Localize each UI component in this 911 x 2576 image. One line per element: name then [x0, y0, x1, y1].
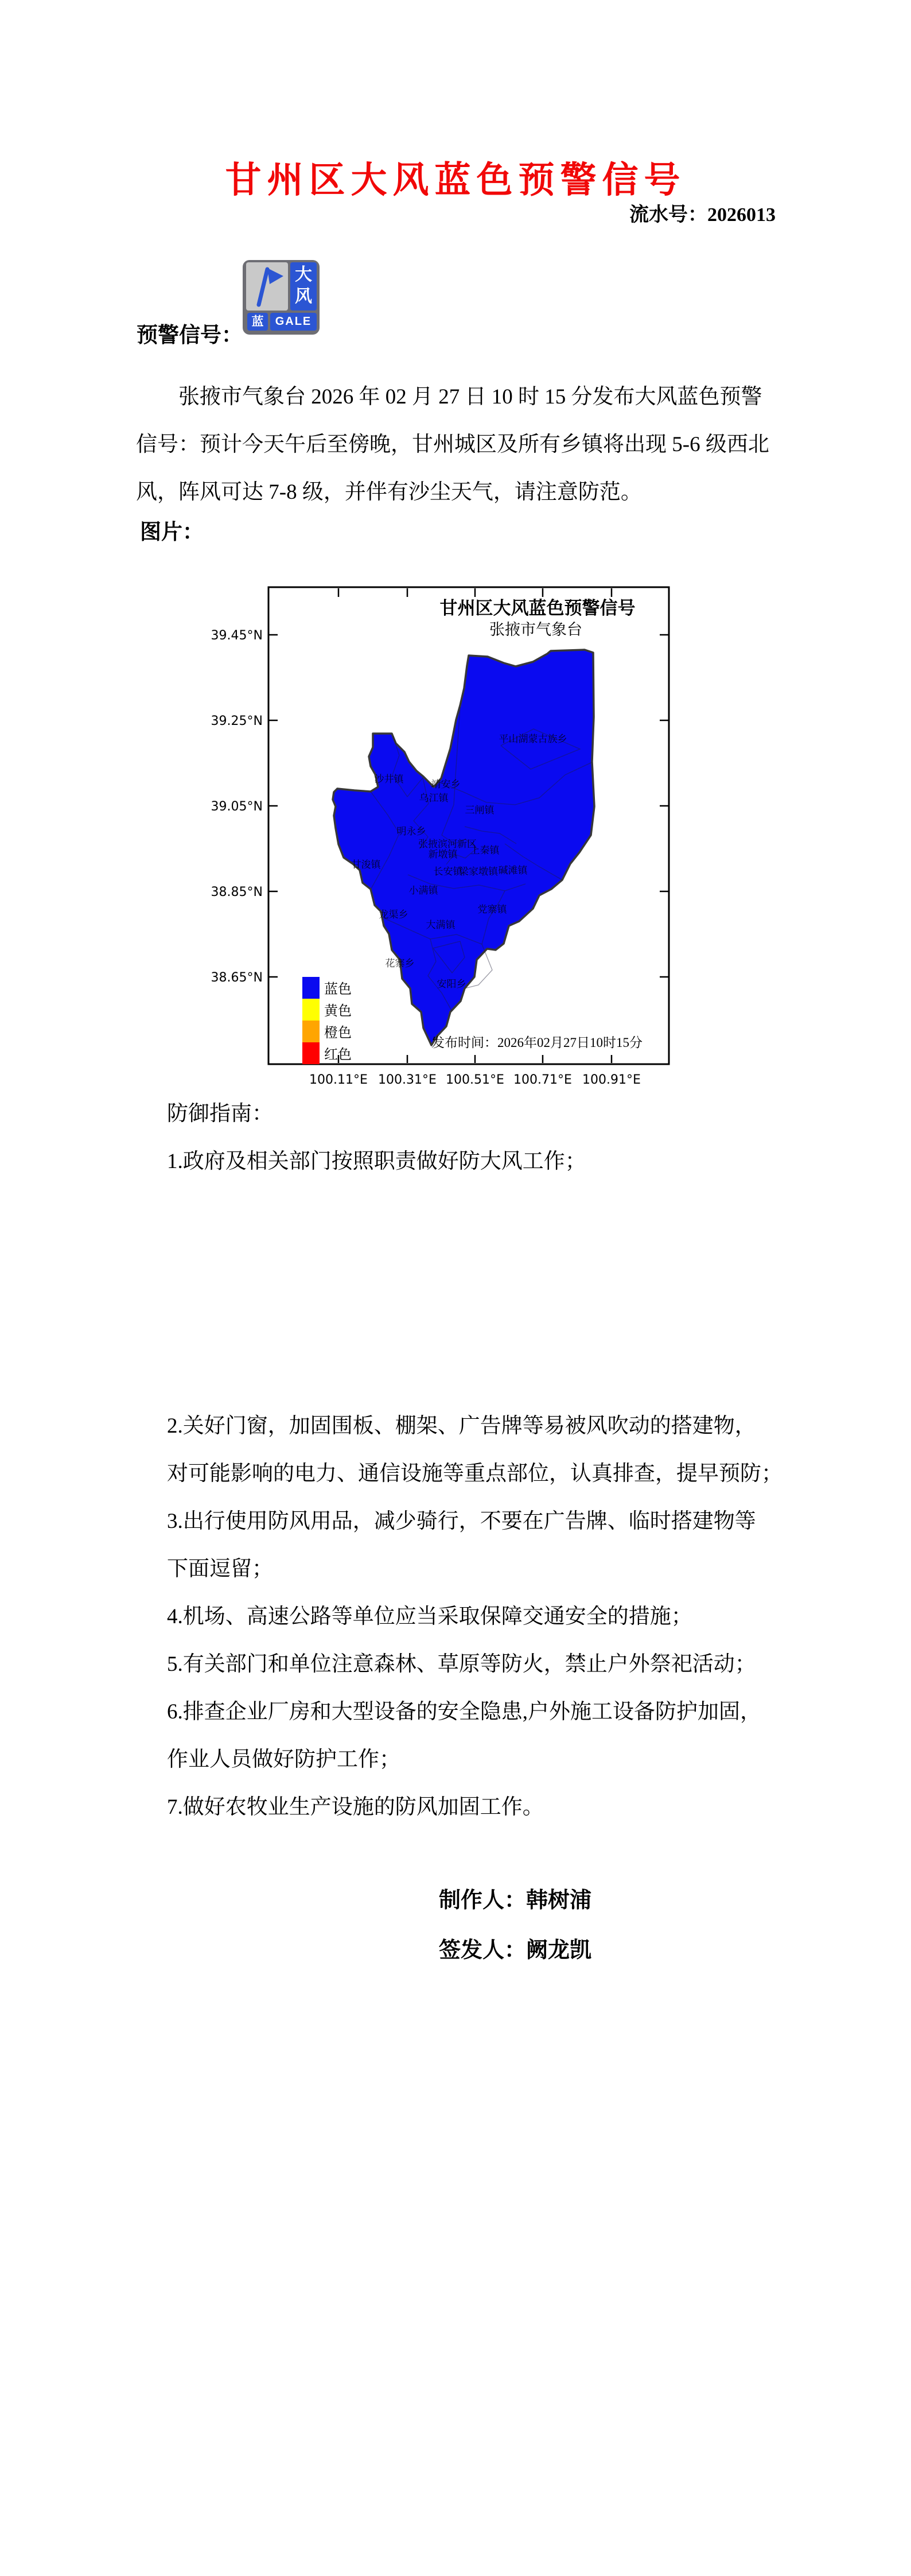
map-legend: [302, 977, 352, 1064]
township-label: 明永乡: [396, 826, 426, 837]
y-tick-label: 39.25°N: [211, 714, 263, 728]
township-label: 乌江镇: [419, 793, 449, 804]
warning-map-figure: [195, 574, 711, 1096]
guide-item-line: 作业人员做好防护工作；: [167, 1748, 400, 1771]
paragraph-line: 张掖市气象台 2026 年 02 月 27 日 10 时 15 分发布大风蓝色预警: [178, 385, 762, 409]
y-tick-label: 39.05°N: [211, 800, 263, 814]
township-label: 三闸镇: [465, 805, 495, 816]
guide-items: [167, 1402, 821, 1831]
wind-flag-icon: [246, 262, 288, 311]
guide-item-line: 5.有关部门和单位注意森林、草原等防火，禁止户外祭祀活动；: [167, 1652, 756, 1676]
township-label: 龙渠乡: [379, 909, 408, 920]
icon-en-text: GALE: [270, 313, 317, 331]
icon-type-char-bottom: 风: [295, 287, 312, 306]
map-title: 甘州区大风蓝色预警信号: [439, 598, 636, 618]
y-tick-label: 39.45°N: [211, 629, 263, 643]
warning-paragraph: [136, 373, 801, 516]
township-label: 上秦镇: [470, 845, 500, 856]
township-label: 沙井镇: [374, 774, 404, 785]
township-label: 梁家墩镇: [459, 866, 498, 877]
legend-label: 橙色: [324, 1026, 352, 1041]
township-label: 小满镇: [408, 885, 438, 896]
y-tick-label: 38.85°N: [211, 885, 263, 899]
image-section-label: 图片：: [140, 521, 204, 544]
x-tick-label: 100.11°E: [309, 1073, 368, 1087]
gale-blue-warning-icon: [243, 260, 320, 335]
icon-type-text: [290, 262, 317, 311]
guide-item-1: 1.政府及相关部门按照职责做好防大风工作；: [167, 1150, 586, 1173]
x-tick-label: 100.91°E: [582, 1073, 641, 1087]
page-title: 甘州区大风蓝色预警信号: [225, 160, 686, 200]
publish-time: 发布时间：2026年02月27日10时15分: [431, 1035, 643, 1050]
y-tick-label: 38.65°N: [211, 971, 263, 985]
township-label: 花寨乡: [385, 958, 415, 969]
legend-swatch: [302, 1042, 320, 1064]
x-tick-label: 100.51°E: [446, 1073, 504, 1087]
x-tick-label: 100.71°E: [513, 1073, 572, 1087]
serial-number: 流水号：2026013: [629, 204, 776, 226]
icon-type-char-top: 大: [295, 265, 312, 284]
district-map: [195, 574, 711, 1096]
guide-item-line: 4.机场、高速公路等单位应当采取保障交通安全的措施；: [167, 1605, 692, 1628]
guide-item-line: 下面逗留；: [167, 1557, 273, 1581]
guide-item-line: 3.出行使用防风用品，减少骑行，不要在广告牌、临时搭建物等: [167, 1510, 756, 1533]
signer-line: 签发人：阙龙凯: [439, 1938, 592, 1962]
guide-item-line: 2.关好门窗，加固围板、棚架、广告牌等易被风吹动的搭建物，: [167, 1414, 756, 1438]
township-label: 平山湖蒙古族乡: [499, 734, 567, 744]
legend-swatch: [302, 1021, 320, 1042]
township-label: 靖安乡: [431, 779, 461, 790]
signal-label: 预警信号：: [137, 324, 243, 347]
guide-item-line: 7.做好农牧业生产设施的防风加固工作。: [167, 1795, 544, 1819]
township-label: 长安镇: [433, 866, 463, 877]
township-label: 新墩镇: [428, 849, 458, 860]
legend-label: 蓝色: [324, 982, 352, 997]
x-tick-label: 100.31°E: [378, 1073, 437, 1087]
guide-heading: 防御指南：: [167, 1102, 273, 1126]
icon-level-text: 蓝: [247, 313, 268, 331]
map-subtitle: 张掖市气象台: [489, 621, 582, 638]
township-label: 大满镇: [426, 920, 456, 930]
township-label: 甘浚镇: [351, 859, 381, 870]
legend-swatch: [302, 999, 320, 1021]
guide-item-line: 对可能影响的电力、通信设施等重点部位，认真排查，提早预防；: [167, 1462, 782, 1485]
legend-label: 红色: [324, 1048, 352, 1062]
township-label: 碱滩镇: [498, 865, 528, 876]
paragraph-line: 信号：预计今天午后至傍晚，甘州城区及所有乡镇将出现 5-6 级西北: [136, 433, 769, 456]
paragraph-line: 风，阵风可达 7-8 级，并伴有沙尘天气，请注意防范。: [136, 480, 642, 504]
township-label: 安阳乡: [437, 979, 466, 990]
legend-swatch: [302, 977, 320, 999]
guide-item-line: 6.排查企业厂房和大型设备的安全隐患,户外施工设备防护加固，: [167, 1700, 761, 1724]
maker-line: 制作人：韩树浦: [439, 1888, 592, 1912]
township-label: 张掖滨河新区: [418, 839, 477, 849]
legend-label: 黄色: [324, 1004, 352, 1019]
township-label: 党寨镇: [477, 904, 507, 915]
